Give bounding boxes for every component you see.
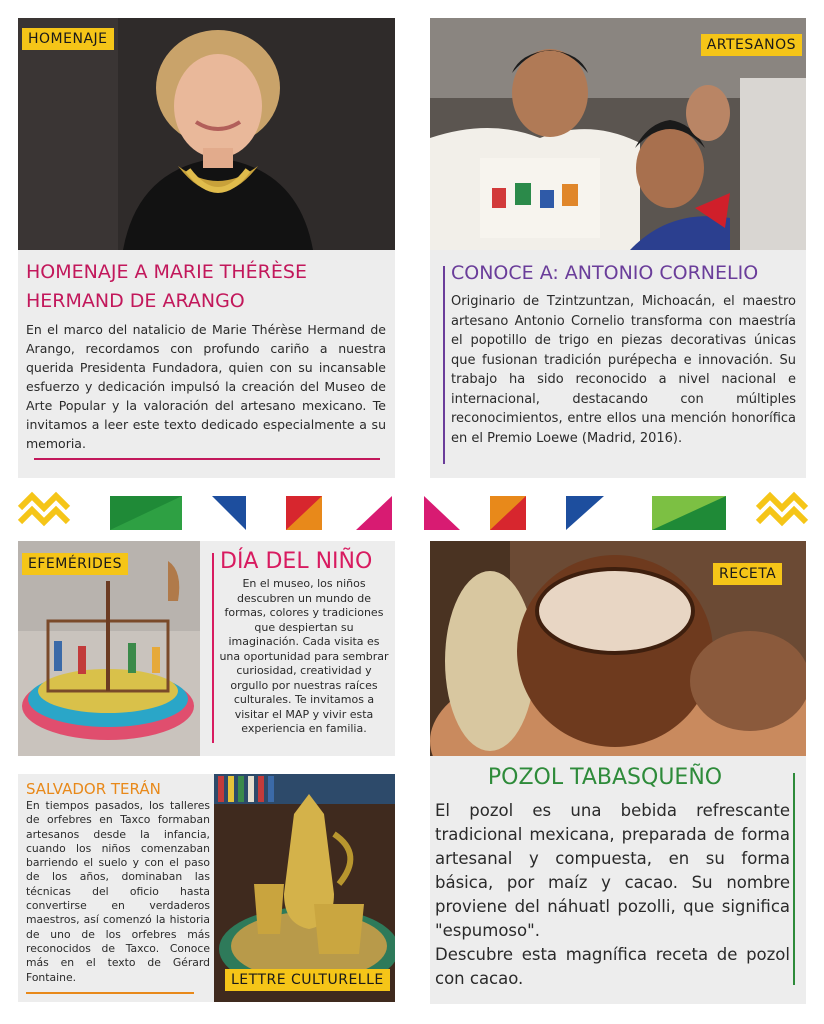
lettre-link[interactable]: texto de Gérard Fontaine. <box>26 956 210 984</box>
lettre-underline <box>26 992 194 994</box>
homenaje-underline <box>34 458 380 460</box>
artesanos-accent-bar <box>443 266 445 464</box>
homenaje-title-line1: HOMENAJE A MARIE THÉRÈSE <box>26 261 307 283</box>
silverware-illustration <box>214 774 395 1002</box>
homenaje-tag: HOMENAJE <box>22 28 114 50</box>
artesanos-title: CONOCE A: ANTONIO CORNELIO <box>451 262 759 284</box>
receta-tag: RECETA <box>713 563 782 585</box>
efemerides-accent-bar <box>212 553 214 743</box>
lettre-body-text: En tiempos pasados, los talleres de orfebres en Taxco formaban artesanos desde la infancia, cuando los niños comenzaban barriendo el suelo y con el paso de los años, dominaban las técnicas del oficio hasta convertirse en verdaderos maestros, así comenzó la historia de uno de los orfebres más reconocidos de Taxco. Conoce más en el <box>26 799 210 970</box>
efemerides-tag: EFEMÉRIDES <box>22 553 128 575</box>
homenaje-photo <box>18 18 395 250</box>
artesanos-tag: ARTESANOS <box>701 34 802 56</box>
lettre-title: SALVADOR TERÁN <box>26 780 161 798</box>
receta-body-paragraph2: Descubre esta magnífica receta de pozol con cacao. <box>435 945 790 988</box>
homenaje-card <box>18 18 395 478</box>
efemerides-body: En el museo, los niños descubren un mundo de formas, colores y tradiciones que despiertan su imaginación. Cada visita es una oportunidad para sembrar curiosidad, creatividad y orgullo por nuestras raíces culturales. Te invitamos a visitar el MAP y vivir esta experiencia en familia. <box>219 577 389 735</box>
efemerides-card <box>18 541 395 756</box>
blue-triangle-right <box>566 496 604 530</box>
artesanos-card <box>430 18 806 478</box>
receta-card <box>430 541 806 1004</box>
magenta-triangle-left <box>356 496 392 530</box>
homenaje-title-line2: HERMAND DE ARANGO <box>26 289 245 312</box>
decorative-band <box>0 488 824 540</box>
receta-body-paragraph1: El pozol es una bebida refrescante tradicional mexicana, preparada de forma artesanal y compuesta, en su forma básica, por maíz y cacao. Su nombre proviene del náhuatl pozolli, que significa "espumoso". <box>435 801 790 940</box>
zigzag-right-icon <box>758 496 806 522</box>
blue-triangle-left <box>212 496 246 530</box>
receta-title: POZOL TABASQUEÑO <box>487 765 723 790</box>
magenta-triangle-right <box>424 496 460 530</box>
receta-accent-bar <box>793 773 795 985</box>
zigzag-left-icon <box>20 496 68 522</box>
lettre-tag: LETTRE CULTURELLE <box>225 969 390 991</box>
efemerides-title: DÍA DEL NIÑO <box>220 549 373 574</box>
homenaje-body: En el marco del natalicio de Marie Thérèse Hermand de Arango, recordamos con profundo cariño a nuestra querida Presidenta Fundadora, quien con su incansable esfuerzo y dedicación impulsó la creación del Museo de Arte Popular y la valoración del artesano mexicano. Te invitamos a leer este texto dedicado especialmente a su memoria. <box>26 322 386 451</box>
lettre-body <box>26 799 210 985</box>
lettre-photo <box>214 774 395 1002</box>
receta-body <box>435 799 790 991</box>
lettre-card <box>18 774 395 1002</box>
homenaje-title <box>26 258 391 315</box>
artesanos-body: Originario de Tzintzuntzan, Michoacán, el maestro artesano Antonio Cornelio transforma con maestría el popotillo de trigo en piezas decorativas únicas que fusionan tradición purépecha e innovación. Su trabajo ha sido reconocido a nivel nacional e internacional, destacando con múltiples reconocimientos, entre ellos una mención honorífica en el Premio Loewe (Madrid, 2016). <box>451 294 796 446</box>
portrait-illustration <box>18 18 395 250</box>
